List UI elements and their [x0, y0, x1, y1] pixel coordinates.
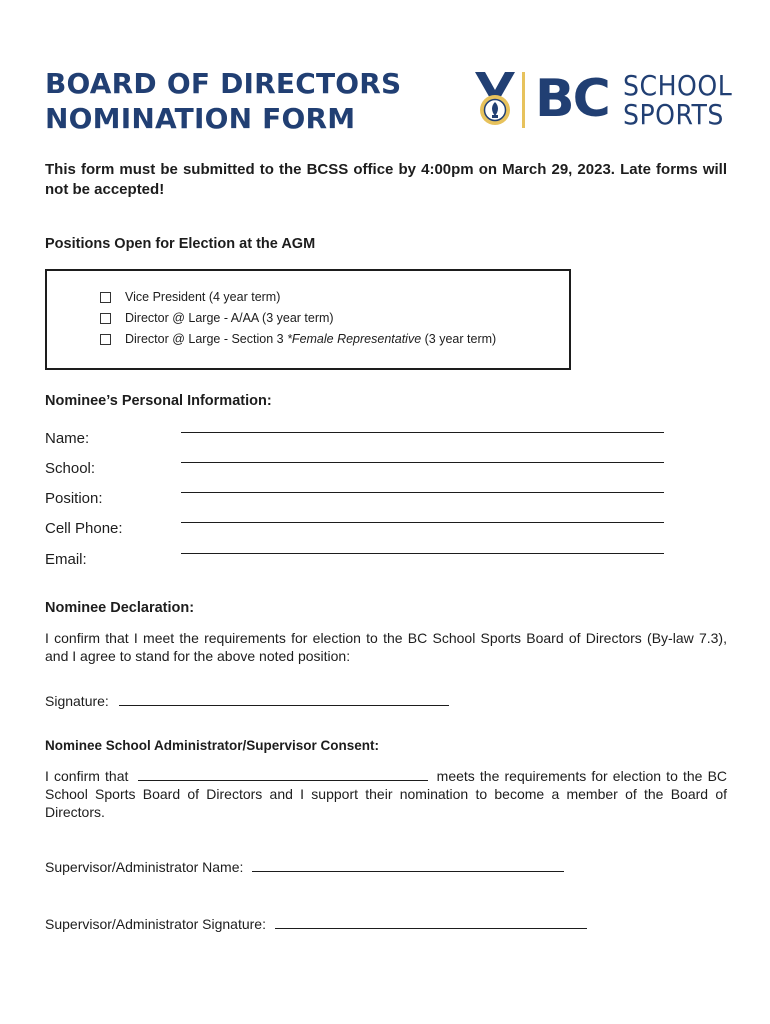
declaration-text: I confirm that I meet the requirements for election to the BC School Sports Board of Directors (By-law 7.3), and I agree to stand for the above noted position: [45, 630, 727, 664]
supervisor-name-row [45, 858, 727, 876]
logo-sports-text: SPORTS [623, 98, 724, 131]
option-label: Vice President (4 year term) [125, 290, 281, 304]
director-a-aa-checkbox[interactable] [100, 313, 111, 324]
positions-box [45, 269, 571, 370]
option-vice-president[interactable] [100, 290, 280, 304]
option-label: Director @ Large - Section 3 *Female Representative (3 year term) [125, 332, 497, 346]
form-title [45, 66, 401, 136]
nominee-signature-field[interactable] [119, 704, 449, 706]
supervisor-signature-field[interactable] [275, 927, 587, 929]
position-label: Position: [45, 490, 103, 507]
submission-notice: This form must be submitted to the BCSS office by 4:00pm on March 29, 2023. Late forms will not be accepted! [45, 161, 727, 198]
email-label: Email: [45, 551, 87, 568]
school-label: School: [45, 460, 96, 477]
email-field[interactable] [181, 553, 664, 554]
vice-president-checkbox[interactable] [100, 292, 111, 303]
school-field[interactable] [181, 462, 664, 463]
logo-divider [522, 72, 525, 128]
option-director-at-large-a-aa[interactable] [100, 311, 334, 325]
option-label: Director @ Large - A/AA (3 year term) [125, 311, 334, 325]
nominee-name-inline-field[interactable] [138, 779, 428, 781]
consent-heading: Nominee School Administrator/Supervisor Consent: [45, 738, 380, 753]
signature-label: Signature: [45, 693, 109, 709]
medal-icon [473, 70, 517, 130]
logo-bc-text: BC [535, 69, 609, 129]
bc-school-sports-logo [473, 69, 733, 131]
supervisor-signature-label: Supervisor/Administrator Signature: [45, 916, 266, 932]
logo-school-text: SCHOOL [623, 69, 733, 102]
consent-text: I confirm that meets the requirements for election to the BC School Sports Board of Directors and I support their nomination to become a member of the Board of Directors. [45, 768, 728, 820]
cell-phone-field[interactable] [181, 522, 664, 523]
name-label: Name: [45, 430, 90, 447]
positions-heading: Positions Open for Election at the AGM [45, 236, 316, 252]
nominee-signature-row [45, 692, 727, 710]
supervisor-name-label: Supervisor/Administrator Name: [45, 859, 244, 875]
option-director-section-3[interactable] [100, 332, 496, 346]
cell-phone-label: Cell Phone: [45, 520, 123, 537]
personal-info-heading: Nominee’s Personal Information: [45, 393, 272, 409]
position-field[interactable] [181, 492, 664, 493]
declaration-heading: Nominee Declaration: [45, 600, 195, 616]
director-section-3-checkbox[interactable] [100, 334, 111, 345]
supervisor-signature-row [45, 915, 727, 933]
supervisor-name-field[interactable] [252, 870, 564, 872]
title-line-2: NOMINATION FORM [45, 102, 356, 135]
name-field[interactable] [181, 432, 664, 433]
title-line-1: BOARD OF DIRECTORS [45, 67, 402, 100]
